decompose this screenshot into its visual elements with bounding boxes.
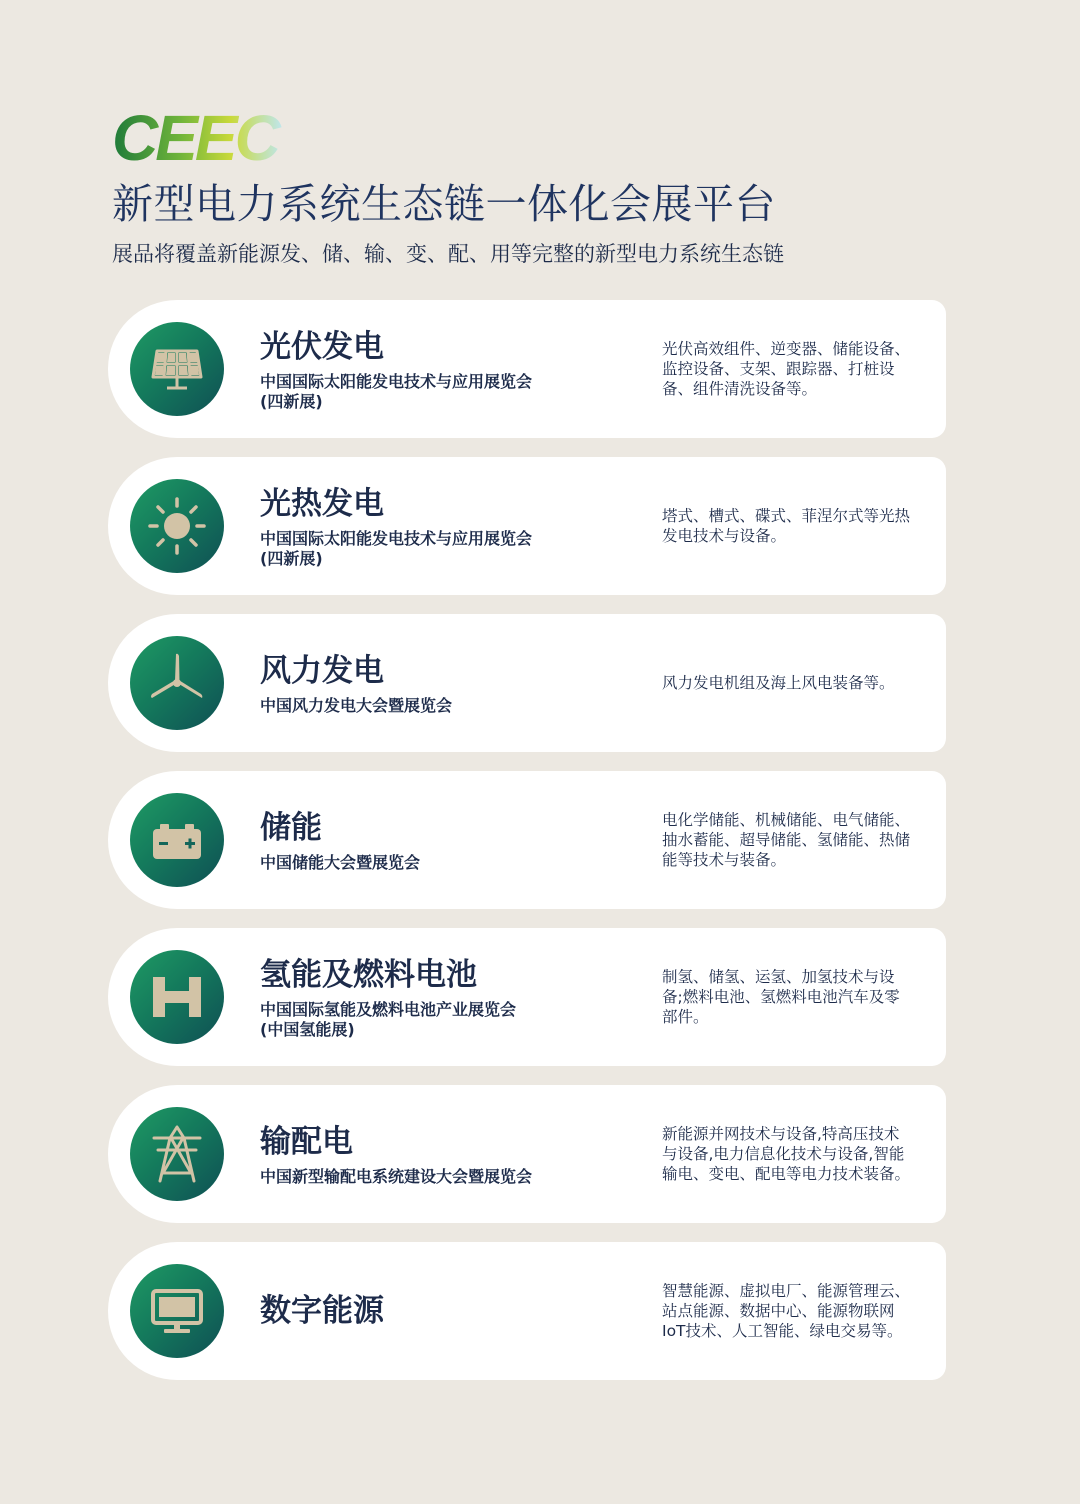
icon-circle	[130, 1264, 224, 1358]
battery-icon	[147, 810, 207, 870]
category-title: 氢能及燃料电池	[260, 957, 477, 993]
ceec-logo	[112, 104, 1012, 170]
icon-circle	[130, 1107, 224, 1201]
category-exhibition: 中国风力发电大会暨展览会	[260, 696, 453, 715]
category-card-storage	[108, 771, 946, 909]
category-title: 光热发电	[260, 486, 384, 522]
category-title: 储能	[260, 810, 322, 846]
category-card-pv	[108, 300, 946, 438]
category-description: 新能源并网技术与设备,特高压技术与设备,电力信息化技术与设备,智能输电、变电、配电等电力技术装备。	[662, 1125, 911, 1183]
category-description: 光伏高效组件、逆变器、储能设备、监控设备、支架、跟踪器、打桩设备、组件清洗设备等。	[662, 340, 911, 398]
page-subtitle: 展品将覆盖新能源发、储、输、变、配、用等完整的新型电力系统生态链	[112, 242, 784, 266]
icon-circle	[130, 793, 224, 887]
category-card-digital	[108, 1242, 946, 1380]
category-title: 光伏发电	[260, 329, 384, 365]
category-description: 电化学储能、机械储能、电气储能、抽水蓄能、超导储能、氢储能、热储能等技术与装备。	[662, 811, 911, 869]
icon-circle	[130, 479, 224, 573]
category-exhibition: 中国国际氢能及燃料电池产业展览会 (中国氢能展)	[260, 1000, 517, 1039]
category-card-hydrogen	[108, 928, 946, 1066]
wind-turbine-icon	[146, 652, 208, 714]
solar-panel-icon	[147, 339, 207, 399]
category-card-csp	[108, 457, 946, 595]
category-card-transmission	[108, 1085, 946, 1223]
category-exhibition: 中国新型输配电系统建设大会暨展览会	[260, 1167, 533, 1186]
category-exhibition: 中国国际太阳能发电技术与应用展览会 (四新展)	[260, 372, 533, 411]
icon-circle	[130, 950, 224, 1044]
sun-icon	[146, 495, 208, 557]
category-description: 塔式、槽式、碟式、菲涅尔式等光热发电技术与设备。	[662, 507, 911, 545]
category-description: 制氢、储氢、运氢、加氢技术与设备;燃料电池、氢燃料电池汽车及零部件。	[662, 968, 900, 1026]
monitor-icon	[147, 1281, 207, 1341]
category-description: 智慧能源、虚拟电厂、能源管理云、站点能源、数据中心、能源物联网IoT技术、人工智能、绿电交易等。	[662, 1282, 911, 1340]
category-exhibition: 中国国际太阳能发电技术与应用展览会 (四新展)	[260, 529, 533, 568]
hydrogen-icon	[147, 967, 207, 1027]
category-title: 输配电	[260, 1124, 353, 1160]
page-title: 新型电力系统生态链一体化会展平台	[112, 180, 776, 228]
category-card-wind	[108, 614, 946, 752]
icon-circle	[130, 322, 224, 416]
category-description: 风力发电机组及海上风电装备等。	[662, 674, 895, 692]
icon-circle	[130, 636, 224, 730]
category-list	[108, 300, 946, 1399]
category-exhibition: 中国储能大会暨展览会	[260, 853, 421, 872]
header	[112, 104, 1012, 268]
category-title: 数字能源	[260, 1293, 384, 1329]
category-title: 风力发电	[260, 653, 384, 689]
logo-text: CEEC	[112, 104, 278, 170]
transmission-tower-icon	[146, 1123, 208, 1185]
